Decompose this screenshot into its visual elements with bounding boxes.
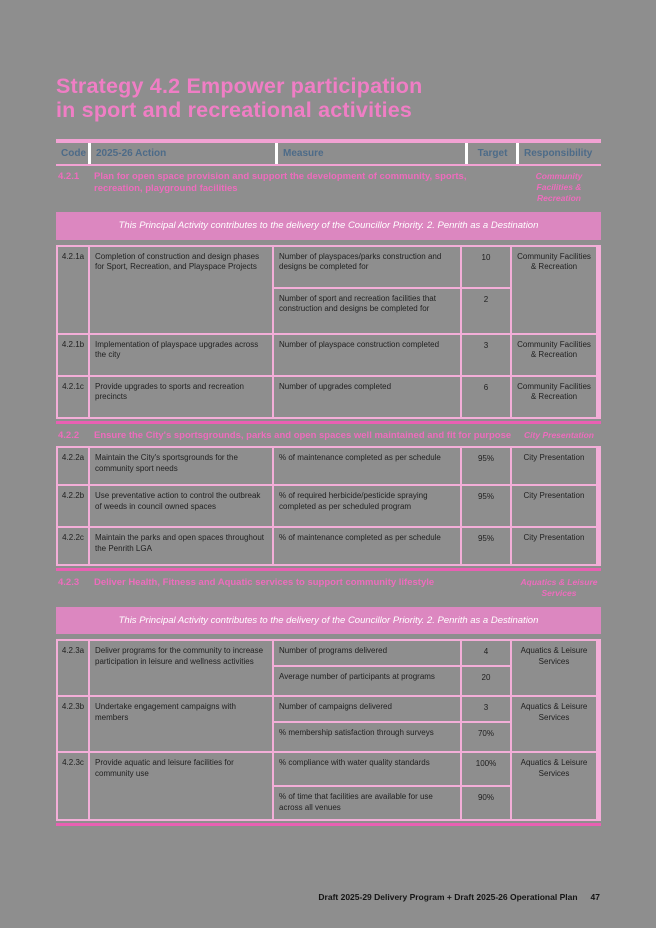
row-code: 4.2.3b	[58, 697, 88, 751]
row-code: 4.2.1c	[58, 377, 88, 417]
measure-row	[274, 641, 510, 665]
header-target: Target	[468, 143, 516, 164]
row-action: Use preventative action to control the outbreak of weeds in council owned spaces	[90, 486, 272, 526]
row-action: Provide upgrades to sports and recreation precincts	[90, 377, 272, 417]
rowgroup-422	[56, 446, 601, 566]
table-end-rule	[56, 823, 601, 826]
rowgroup-421	[56, 245, 601, 419]
table-row	[58, 486, 599, 526]
target-value: 95%	[462, 528, 510, 564]
target-value: 70%	[462, 723, 510, 751]
target-value: 6	[462, 377, 510, 417]
row-action: Maintain the parks and open spaces throughout the Penrith LGA	[90, 528, 272, 564]
row-code: 4.2.2c	[58, 528, 88, 564]
section-header-421	[56, 166, 601, 208]
measure-text: Average number of participants at programs	[274, 667, 460, 695]
measure-row	[274, 247, 510, 287]
measure-text: Number of playspaces/parks construction and designs be completed for	[274, 247, 460, 287]
measure-text: % of time that facilities are available for use across all venues	[274, 787, 460, 819]
target-value: 100%	[462, 753, 510, 785]
measure-text: Number of programs delivered	[274, 641, 460, 665]
row-measures	[274, 486, 510, 526]
row-responsibility: Community Facilities & Recreation	[512, 335, 596, 375]
row-responsibility: City Presentation	[512, 486, 596, 526]
header-responsibility: Responsibility	[519, 143, 601, 164]
row-action: Completion of construction and design phases for Sport, Recreation, and Playspace Projects	[90, 247, 272, 333]
section-responsibility: Aquatics & Leisure Services	[520, 576, 598, 598]
target-value: 3	[462, 335, 510, 375]
section-responsibility: City Presentation	[524, 429, 594, 440]
measure-row	[274, 486, 510, 526]
target-value: 4	[462, 641, 510, 665]
row-code: 4.2.1a	[58, 247, 88, 333]
row-responsibility: Community Facilities & Recreation	[512, 377, 596, 417]
measure-text: % of maintenance completed as per schedule	[274, 528, 460, 564]
principal-activity-banner: This Principal Activity contributes to the delivery of the Councillor Priority. 2. Penrith as a Destination	[56, 212, 601, 239]
target-value: 95%	[462, 486, 510, 526]
principal-activity-banner: This Principal Activity contributes to the delivery of the Councillor Priority. 2. Penrith as a Destination	[56, 607, 601, 634]
row-responsibility: Aquatics & Leisure Services	[512, 697, 596, 751]
target-value: 95%	[462, 448, 510, 484]
page-footer	[318, 892, 600, 902]
section-code: 4.2.2	[58, 429, 80, 441]
target-value: 90%	[462, 787, 510, 819]
row-measures	[274, 641, 510, 695]
header-code: Code	[56, 143, 88, 164]
table-row	[58, 641, 599, 695]
row-responsibility: Aquatics & Leisure Services	[512, 753, 596, 819]
row-action: Maintain the City's sportsgrounds for the community sport needs	[90, 448, 272, 484]
section-title: Deliver Health, Fitness and Aquatic services to support community lifestyle	[94, 576, 435, 588]
page-title-line2: in sport and recreational activities	[56, 98, 413, 123]
measure-text: % compliance with water quality standards	[274, 753, 460, 785]
measure-text: Number of sport and recreation facilities that construction and designs be completed for	[274, 289, 460, 333]
table-row	[58, 335, 599, 375]
table-row	[58, 247, 599, 333]
row-code: 4.2.2b	[58, 486, 88, 526]
section-header-422	[56, 425, 601, 446]
table-row	[58, 753, 599, 819]
section-divider	[56, 421, 601, 424]
row-code: 4.2.3c	[58, 753, 88, 819]
row-responsibility: Aquatics & Leisure Services	[512, 641, 596, 695]
row-measures	[274, 448, 510, 484]
rowgroup-423	[56, 639, 601, 821]
row-measures	[274, 247, 510, 333]
page-title	[56, 74, 576, 123]
row-code: 4.2.2a	[58, 448, 88, 484]
row-responsibility: Community Facilities & Recreation	[512, 247, 596, 333]
measure-row	[274, 448, 510, 484]
row-measures	[274, 528, 510, 564]
measure-row	[274, 667, 510, 695]
table-row	[58, 377, 599, 417]
measure-row	[274, 528, 510, 564]
measure-text: % of maintenance completed as per schedule	[274, 448, 460, 484]
section-title: Plan for open space provision and support the development of community, sports, recreation, playground facilities	[94, 171, 467, 195]
measure-text: Number of campaigns delivered	[274, 697, 460, 721]
measure-text: Number of upgrades completed	[274, 377, 460, 417]
measure-text: % membership satisfaction through surveys	[274, 723, 460, 751]
row-measures	[274, 753, 510, 819]
measure-row	[274, 753, 510, 785]
row-action: Implementation of playspace upgrades across the city	[90, 335, 272, 375]
table-row	[58, 528, 599, 564]
measure-row	[274, 377, 510, 417]
target-value: 10	[462, 247, 510, 287]
measure-row	[274, 697, 510, 721]
target-value: 3	[462, 697, 510, 721]
section-code: 4.2.1	[58, 171, 80, 182]
section-code: 4.2.3	[58, 576, 80, 588]
target-value: 2	[462, 289, 510, 333]
row-action: Deliver programs for the community to increase participation in leisure and wellness activities	[90, 641, 272, 695]
strategy-table	[56, 139, 601, 827]
section-title: Ensure the City's sportsgrounds, parks and open spaces well maintained and fit for purpose	[94, 429, 512, 441]
row-measures	[274, 377, 510, 417]
target-value: 20	[462, 667, 510, 695]
table-row	[58, 448, 599, 484]
footer-document-title: Draft 2025-29 Delivery Program + Draft 2025-26 Operational Plan	[318, 892, 578, 902]
header-measure: Measure	[278, 143, 465, 164]
section-header-423	[56, 572, 601, 603]
row-action: Provide aquatic and leisure facilities for community use	[90, 753, 272, 819]
measure-row	[274, 289, 510, 333]
table-row	[58, 697, 599, 751]
row-measures	[274, 335, 510, 375]
row-action: Undertake engagement campaigns with members	[90, 697, 272, 751]
row-responsibility: City Presentation	[512, 528, 596, 564]
header-action: 2025-26 Action	[91, 143, 275, 164]
measure-text: Number of playspace construction completed	[274, 335, 460, 375]
page-title-line1: Strategy 4.2 Empower participation	[56, 74, 423, 98]
row-measures	[274, 697, 510, 751]
measure-row	[274, 723, 510, 751]
measure-row	[274, 335, 510, 375]
section-responsibility: Community Facilities & Recreation	[535, 171, 583, 204]
footer-page-number: 47	[590, 892, 600, 902]
row-responsibility: City Presentation	[512, 448, 596, 484]
row-code: 4.2.3a	[58, 641, 88, 695]
section-divider	[56, 568, 601, 571]
measure-row	[274, 787, 510, 819]
measure-text: % of required herbicide/pesticide spraying completed as per scheduled program	[274, 486, 460, 526]
table-header-row	[56, 139, 601, 166]
row-code: 4.2.1b	[58, 335, 88, 375]
